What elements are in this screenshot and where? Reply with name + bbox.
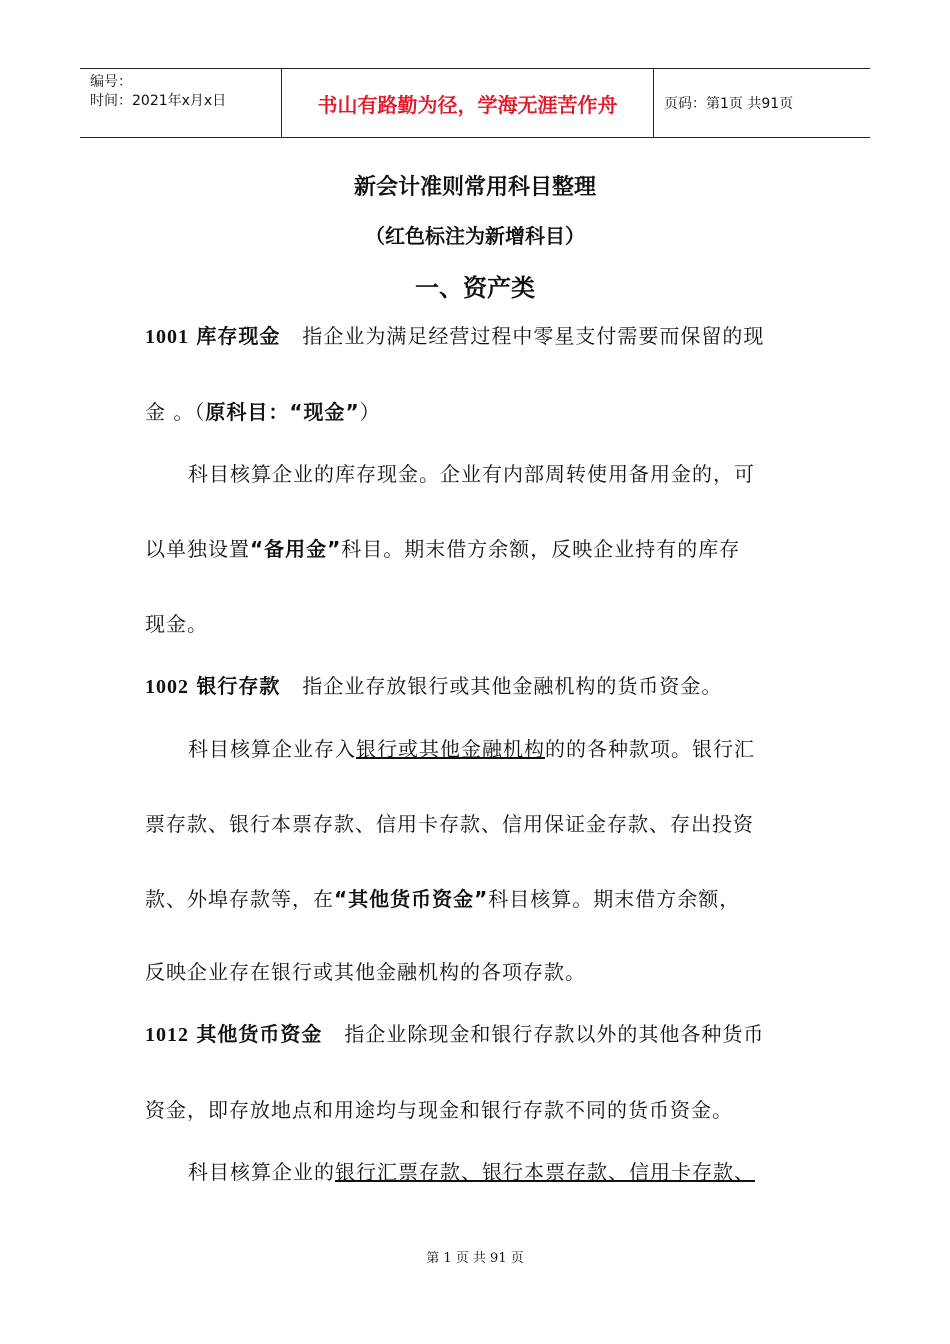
document-title: 新会计准则常用科目整理 — [353, 175, 596, 200]
entry-code: 1002 — [145, 676, 189, 698]
document-subtitle: （红色标注为新增科目） — [365, 224, 585, 248]
entry-code: 1001 — [145, 326, 189, 348]
entry-name: 其他货币资金 — [196, 1022, 323, 1046]
underlined-term: 银行或其他金融机构 — [356, 737, 545, 761]
other-monetary-funds-term: “其他货币资金” — [334, 887, 489, 911]
entry-definition: 指企业为满足经营过程中零星支付需要而保留的现 — [302, 324, 765, 348]
entry-1002-accounting-line-1: 科目核算企业存入银行或其他金融机构的的各种款项。银行汇 — [188, 737, 755, 761]
header-page-info: 页码：第1页 共91页 — [664, 96, 794, 112]
number-label: 编号： — [90, 74, 132, 90]
entry-1012-accounting-line-1: 科目核算企业的银行汇票存款、银行本票存款、信用卡存款、 — [188, 1160, 755, 1184]
entry-definition: 指企业存放银行或其他金融机构的货币资金。 — [302, 674, 723, 698]
entry-1002-accounting-line-3: 款、外埠存款等，在“其他货币资金”科目核算。期末借方余额， — [145, 887, 741, 911]
header-motto: 书山有路勤为径，学海无涯苦作舟 — [282, 69, 654, 137]
section-heading: 一、资产类 — [415, 274, 535, 302]
entry-1012-definition-line-2: 资金，即存放地点和用途均与现金和银行存款不同的货币资金。 — [145, 1098, 733, 1122]
underlined-term: 银行汇票存款、银行本票存款、信用卡存款、 — [335, 1160, 755, 1184]
entry-name: 库存现金 — [196, 324, 281, 348]
petty-cash-term: “备用金” — [250, 537, 342, 561]
document-header — [80, 68, 870, 138]
time-label: 时间：2021年x月x日 — [90, 93, 227, 109]
original-account-note: 原科目：“现金” — [205, 400, 360, 424]
entry-definition: 指企业除现金和银行存款以外的其他各种货币 — [344, 1022, 765, 1046]
header-meta — [80, 69, 282, 137]
entry-1012-definition-line-1 — [145, 1018, 810, 1047]
entry-code: 1012 — [145, 1024, 189, 1046]
entry-1001-accounting-line-3: 现金。 — [145, 612, 208, 636]
entry-1002-accounting-line-4: 反映企业存在银行或其他金融机构的各项存款。 — [145, 960, 586, 984]
entry-1002-accounting-line-2: 票存款、银行本票存款、信用卡存款、信用保证金存款、存出投资 — [145, 812, 754, 836]
entry-1001-accounting-line-2: 以单独设置“备用金”科目。期末借方余额，反映企业持有的库存 — [145, 537, 741, 561]
entry-1001-definition-line-1 — [145, 320, 810, 349]
entry-name: 银行存款 — [196, 674, 281, 698]
page-footer: 第 1 页 共 91 页 — [426, 1251, 524, 1266]
entry-1001-definition-line-2: 金 。（原科目：“现金”） — [145, 400, 381, 424]
entry-1001-accounting-line-1: 科目核算企业的库存现金。企业有内部周转使用备用金的，可 — [188, 462, 755, 486]
entry-1002-definition-line-1 — [145, 670, 810, 699]
